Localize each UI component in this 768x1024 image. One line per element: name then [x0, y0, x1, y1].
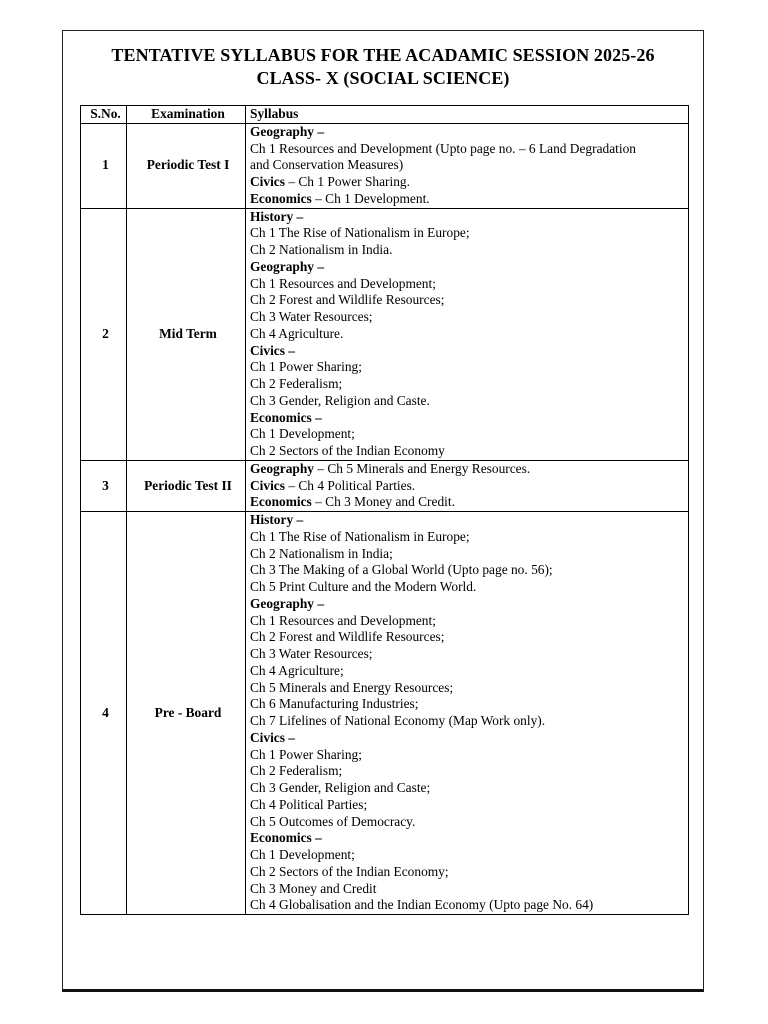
table-header-row — [81, 106, 689, 124]
syllabus-line — [250, 613, 688, 630]
syllabus-line — [250, 780, 688, 797]
chapter-text: – Ch 5 Minerals and Energy Resources. — [313, 460, 531, 476]
chapter-text: Ch 4 Agriculture. — [250, 325, 344, 341]
syllabus-table — [80, 105, 689, 915]
subject-heading: Civics – — [250, 729, 296, 745]
chapter-text: Ch 2 Nationalism in India; — [250, 545, 393, 561]
subject-heading: Economics — [250, 494, 312, 510]
syllabus-line — [250, 830, 688, 847]
table-row — [81, 460, 689, 511]
syllabus-line — [250, 157, 688, 174]
chapter-text: Ch 4 Political Parties; — [250, 796, 368, 812]
syllabus-line — [250, 646, 688, 663]
syllabus-line — [250, 343, 688, 360]
table-body — [81, 123, 689, 914]
subject-heading: History – — [250, 512, 304, 527]
syllabus-line — [250, 309, 688, 326]
syllabus-line — [250, 747, 688, 764]
chapter-text: Ch 3 Money and Credit — [250, 880, 377, 896]
chapter-text: and Conservation Measures) — [250, 157, 404, 173]
syllabus-line — [250, 141, 688, 158]
subject-heading: Civics – — [250, 342, 296, 358]
syllabus-line — [250, 174, 688, 191]
row-sno: 2 — [81, 208, 127, 460]
syllabus-line — [250, 393, 688, 410]
subject-heading: Civics — [250, 174, 285, 189]
subject-heading: Geography – — [250, 595, 325, 611]
syllabus-line — [250, 596, 688, 613]
chapter-text: Ch 2 Federalism; — [250, 376, 343, 391]
syllabus-line — [250, 225, 688, 242]
syllabus-line — [250, 410, 688, 427]
syllabus-line — [250, 546, 688, 563]
chapter-text: Ch 1 Power Sharing; — [250, 359, 362, 375]
subject-heading: Geography – — [250, 258, 325, 274]
row-sno: 1 — [81, 123, 127, 208]
syllabus-line — [250, 897, 688, 914]
syllabus-line — [250, 376, 688, 393]
syllabus-line — [250, 797, 688, 814]
syllabus-line — [250, 847, 688, 864]
chapter-text: Ch 1 Power Sharing; — [250, 746, 362, 762]
document-title: TENTATIVE SYLLABUS FOR THE ACADAMIC SESSION 2025-26 — [111, 45, 655, 65]
table-row — [81, 123, 689, 208]
row-examination: Pre - Board — [127, 512, 246, 915]
syllabus-line — [250, 730, 688, 747]
chapter-text: Ch 4 Globalisation and the Indian Economy (Upto page No. 64) — [250, 897, 594, 913]
syllabus-line — [250, 426, 688, 443]
subject-heading: Geography — [250, 460, 314, 476]
chapter-text: Ch 1 The Rise of Nationalism in Europe; — [250, 528, 470, 544]
chapter-text: Ch 3 Gender, Religion and Caste. — [250, 392, 430, 408]
syllabus-line — [250, 763, 688, 780]
syllabus-line — [250, 629, 688, 646]
row-syllabus — [246, 123, 689, 208]
chapter-text: Ch 1 Resources and Development; — [250, 612, 436, 628]
chapter-text: Ch 2 Sectors of the Indian Economy — [250, 443, 445, 458]
syllabus-line — [250, 713, 688, 730]
syllabus-line — [250, 292, 688, 309]
row-examination: Periodic Test I — [127, 123, 246, 208]
row-sno: 3 — [81, 460, 127, 511]
header-examination: Examination — [127, 106, 246, 124]
row-syllabus — [246, 512, 689, 915]
chapter-text: Ch 3 Water Resources; — [250, 309, 373, 324]
syllabus-line — [250, 529, 688, 546]
syllabus-line — [250, 579, 688, 596]
chapter-text: Ch 2 Nationalism in India. — [250, 242, 393, 257]
chapter-text: Ch 3 The Making of a Global World (Upto page no. 56); — [250, 562, 553, 578]
row-sno: 4 — [81, 512, 127, 915]
chapter-text: Ch 2 Federalism; — [250, 763, 343, 779]
subject-heading: Economics — [250, 190, 312, 206]
subject-heading: Economics – — [250, 830, 322, 846]
subject-heading: Economics – — [250, 409, 322, 425]
syllabus-line — [250, 259, 688, 276]
syllabus-line — [250, 124, 688, 141]
syllabus-line — [250, 494, 688, 511]
syllabus-line — [250, 478, 688, 495]
row-examination: Periodic Test II — [127, 460, 246, 511]
chapter-text: Ch 3 Gender, Religion and Caste; — [250, 780, 431, 795]
syllabus-line — [250, 191, 688, 208]
chapter-text: Ch 2 Sectors of the Indian Economy; — [250, 863, 449, 879]
chapter-text: Ch 1 Resources and Development; — [250, 275, 436, 291]
chapter-text: – Ch 1 Power Sharing. — [284, 174, 410, 189]
syllabus-line — [250, 209, 688, 226]
syllabus-line — [250, 680, 688, 697]
chapter-text: Ch 2 Forest and Wildlife Resources; — [250, 292, 445, 308]
chapter-text: Ch 1 Resources and Development (Upto page no. – 6 Land Degradation — [250, 140, 636, 156]
syllabus-line — [250, 814, 688, 831]
subject-heading: Geography – — [250, 123, 325, 139]
document-subtitle: CLASS- X (SOCIAL SCIENCE) — [256, 68, 510, 88]
syllabus-line — [250, 242, 688, 259]
syllabus-line — [250, 512, 688, 529]
syllabus-line — [250, 359, 688, 376]
syllabus-line — [250, 443, 688, 460]
table-row — [81, 512, 689, 915]
syllabus-line — [250, 696, 688, 713]
syllabus-line — [250, 864, 688, 881]
header-sno: S.No. — [81, 106, 127, 124]
syllabus-line — [250, 276, 688, 293]
chapter-text: Ch 4 Agriculture; — [250, 662, 344, 678]
syllabus-line — [250, 663, 688, 680]
chapter-text: Ch 1 Development; — [250, 426, 355, 442]
chapter-text: Ch 2 Forest and Wildlife Resources; — [250, 629, 445, 645]
row-syllabus — [246, 208, 689, 460]
header-syllabus: Syllabus — [246, 106, 689, 124]
syllabus-line — [250, 461, 688, 478]
syllabus-line — [250, 562, 688, 579]
chapter-text: Ch 1 Development; — [250, 847, 355, 862]
chapter-text: Ch 5 Print Culture and the Modern World. — [250, 579, 477, 594]
chapter-text: Ch 6 Manufacturing Industries; — [250, 696, 419, 712]
syllabus-line — [250, 326, 688, 343]
document-header — [62, 44, 704, 90]
table-row — [81, 208, 689, 460]
chapter-text: Ch 1 The Rise of Nationalism in Europe; — [250, 225, 470, 241]
subject-heading: Civics — [250, 477, 285, 493]
row-syllabus — [246, 460, 689, 511]
chapter-text: Ch 7 Lifelines of National Economy (Map Work only). — [250, 713, 546, 728]
row-examination: Mid Term — [127, 208, 246, 460]
subject-heading: History – — [250, 208, 304, 224]
chapter-text: Ch 3 Water Resources; — [250, 646, 373, 661]
chapter-text: – Ch 4 Political Parties. — [284, 477, 416, 493]
syllabus-line — [250, 881, 688, 898]
chapter-text: – Ch 1 Development. — [311, 190, 430, 206]
chapter-text: Ch 5 Minerals and Energy Resources; — [250, 679, 454, 695]
chapter-text: – Ch 3 Money and Credit. — [311, 494, 455, 510]
chapter-text: Ch 5 Outcomes of Democracy. — [250, 813, 416, 829]
